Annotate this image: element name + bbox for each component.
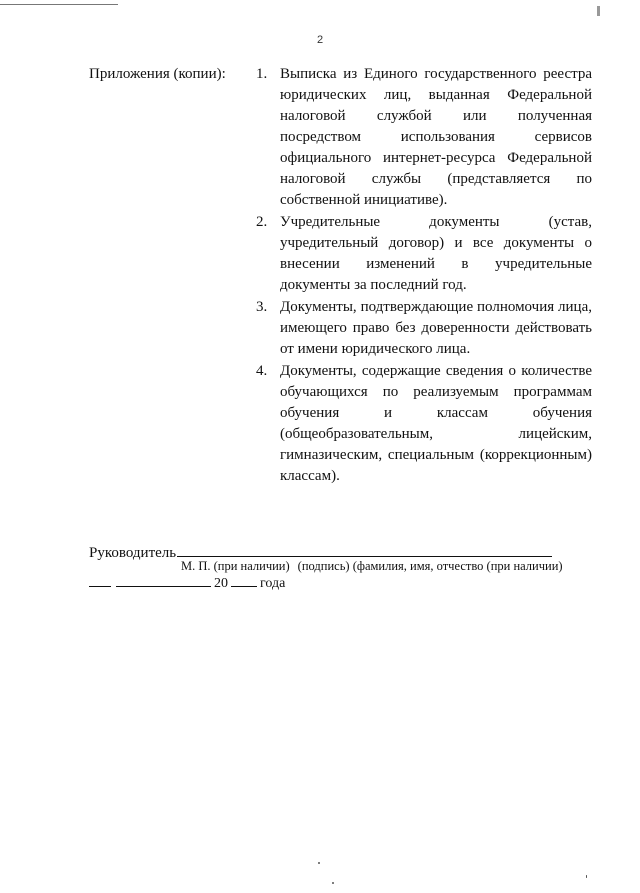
date-year-prefix: 20	[214, 576, 228, 591]
signature-captions	[181, 558, 563, 574]
attachment-item	[256, 64, 592, 211]
date-year-blank	[231, 574, 257, 587]
date-row	[89, 574, 285, 592]
item-text: Учредительные документы (устав, учредительный договор) и все документы о внесении изменений в учредительные документы за последний год.	[280, 214, 592, 293]
attachment-item	[256, 361, 592, 487]
attachments-label: Приложения (копии):	[89, 66, 226, 82]
item-number: 3.	[256, 299, 268, 315]
scan-speck	[332, 882, 334, 884]
item-number: 1.	[256, 66, 268, 82]
attachment-item	[256, 212, 592, 296]
date-month-blank	[116, 574, 211, 587]
date-day-blank	[89, 574, 111, 587]
scan-speck	[318, 862, 320, 864]
page-number: 2	[316, 34, 324, 46]
item-number: 4.	[256, 363, 268, 379]
caption-name: (фамилия, имя, отчество (при наличии)	[352, 559, 563, 573]
caption-stamp: М. П. (при наличии)	[181, 559, 290, 573]
signature-line	[177, 542, 552, 557]
date-year-suffix: года	[260, 576, 286, 591]
attachment-item	[256, 297, 592, 360]
item-text: Документы, содержащие сведения о количестве обучающихся по реализуемым программам обучения и классам обучения (общеобразовательным, лицейским, гимназическим, специальным (коррекционным) классам).	[280, 363, 592, 484]
signature-label: Руководитель	[89, 545, 177, 561]
attachments-list	[256, 64, 592, 488]
caption-signature: (подпись)	[297, 559, 350, 573]
item-text: Документы, подтверждающие полномочия лица, имеющего право без доверенности действовать от имени юридического лица.	[280, 299, 592, 357]
item-text: Выписка из Единого государственного реестра юридических лиц, выданная Федеральной налоговой службой или полученная посредством использования сервисов официального интернет-ресурса Федеральной налоговой службы (представляется по собственной инициативе).	[280, 66, 592, 208]
scan-speck	[586, 875, 587, 878]
scan-edge-mark-right	[597, 6, 600, 16]
scan-edge-mark	[0, 4, 118, 5]
item-number: 2.	[256, 214, 268, 230]
